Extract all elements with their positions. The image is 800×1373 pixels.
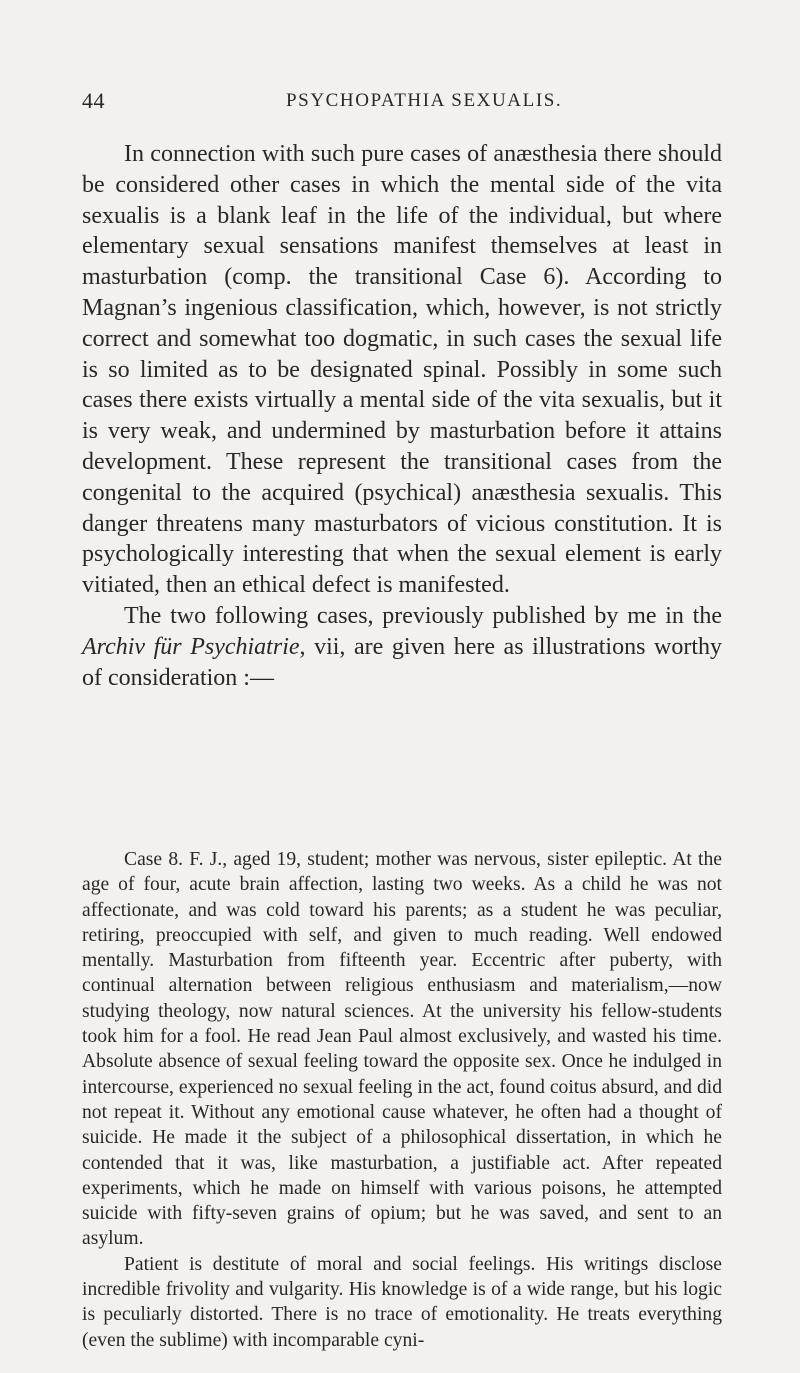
paragraph-following-cases-text-1: The two following cases, previously published by me in the [124,602,722,629]
main-text [82,139,722,693]
page-number: 44 [82,88,105,113]
case-report [82,847,722,1353]
running-title: PSYCHOPATHIA SEXUALIS. [286,90,563,111]
paragraph-following-cases [82,601,722,693]
case-8-status: Patient is destitute of moral and social feelings. His writings disclose incredible frivolity and vulgarity. His knowledge is of a wide range, but his logic is peculiarly distorted. There is no trace of emotionality. He treats everything (even the sublime) with incomparable cyni- [82,1253,722,1351]
case-8-history: Case 8. F. J., aged 19, student; mother was nervous, sister epileptic. At the age of four, acute brain affection, lasting two weeks. As a child he was not affectionate, and was cold toward his parents; as a student he was peculiar, retiring, preoccupied with self, and given to much reading. Well endowed mentally. Masturbation from fifteenth year. Eccentric after puberty, with continual alternation between religious enthusiasm and materialism,—now studying theology, now natural sciences. At the university his fellow-students took him for a fool. He read Jean Paul almost exclusively, and wasted his time. Absolute absence of sexual feeling toward the opposite sex. Once he indulged in intercourse, experienced no sexual feeling in the act, found coitus absurd, and did not repeat it. Without any emotional cause whatever, he often had a thought of suicide. He made it the subject of a philosophical dissertation, in which he contended that it was, like masturbation, a justifiable act. After repeated experiments, which he made on himself with various poisons, he attempted suicide with fifty-seven grains of opium; but he was saved, and sent to an asylum. [82,849,722,1250]
running-head [82,88,722,118]
journal-title: Archiv für Psychiatrie [82,633,300,660]
paragraph-anaesthesia: In connection with such pure cases of anæsthesia there should be considered other cases in which the mental side of the vita sexualis is a blank leaf in the life of the individual, but where elementary sexual sensations manifest themselves at least in masturbation (comp. the transitional Case 6). According to Magnan’s ingenious classification, which, however, is not strictly correct and somewhat too dogmatic, in such cases the sexual life is so limited as to be designated spinal. Possibly in some such cases there exists virtually a mental side of the vita sexualis, but it is very weak, and undermined by masturbation before it attains development. These represent the transitional cases from the congenital to the acquired (psychical) anæsthesia sexualis. This danger threatens many masturbators of vicious constitution. It is psychologically interesting that when the sexual element is early vitiated, then an ethical defect is manifested. [82,141,722,599]
paragraph-following-cases-text-2: , vii, are given here as illustrations worthy of consideration :— [82,633,722,691]
